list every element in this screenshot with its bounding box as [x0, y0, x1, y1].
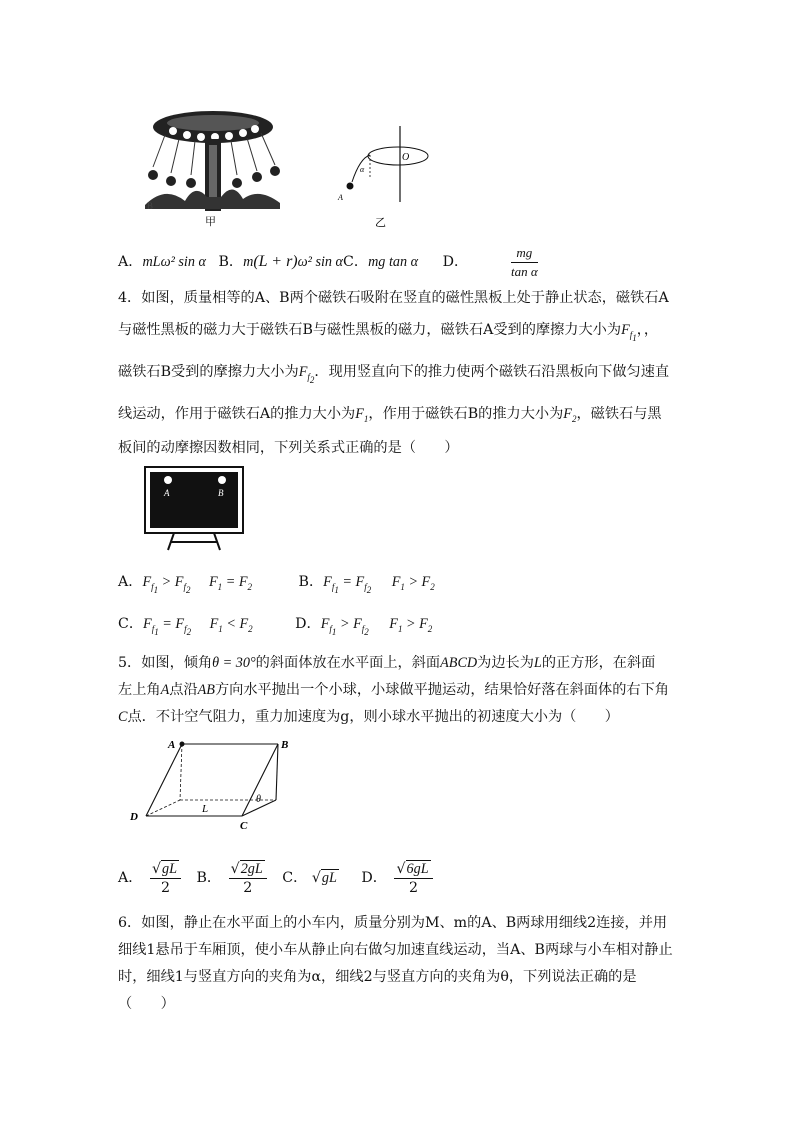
- q6-line-4: （ ）: [118, 996, 175, 1012]
- figure-conical-pendulum: [330, 122, 440, 232]
- q3-options: [118, 252, 468, 272]
- q5-line-1c: 为边长为: [477, 655, 534, 671]
- q5-line-2c: 方向水平抛出一个小球，小球做平抛运动，结果恰好落在斜面体的右下角: [214, 682, 669, 698]
- q5-option-b-radicand: 2gL: [240, 860, 263, 877]
- q5-line-3a: 点．不计空气阻力，重力加速度为g，则小球水平抛出的初速度大小为（ ）: [127, 709, 619, 725]
- q5-line-2a: 左上角: [118, 682, 161, 698]
- q3-option-b-label: B．: [218, 254, 244, 270]
- q3-option-d-num: mg: [511, 244, 538, 263]
- q5-line-3: [118, 707, 619, 727]
- fig-jia-caption: 甲: [205, 216, 216, 228]
- q3-option-c-expr: mg tan α: [368, 254, 419, 270]
- fig-yi-label-A: A: [338, 193, 343, 202]
- incline-label-B: B: [281, 739, 289, 751]
- q5-option-b-label: B．: [196, 870, 222, 886]
- q3-option-d-den: tan α: [511, 264, 538, 279]
- figure-swing-ride: [135, 105, 285, 230]
- q4-options-row-2: C．$F_{f_1} = F_{f_2}$ $F_1 < F_2$ D．$F_{f_1} > F_{f_2}$ $F_1 > F_2$: [118, 616, 433, 637]
- q5-AB: AB: [197, 682, 215, 698]
- incline-label-theta: θ: [256, 794, 261, 805]
- q4-line-4: 线运动，作用于磁铁石A的推力大小为$F_1$，作用于磁铁石B的推力大小为$F_2$，磁铁石与黑: [118, 406, 662, 424]
- q4-line-2b: ，，: [636, 322, 659, 338]
- q4-line-3: 磁铁石B受到的摩擦力大小为$F_{f_2}$．现用竖直向下的推力使两个磁铁石沿黑板向下做匀速直: [118, 364, 670, 385]
- q5-line-2: [118, 680, 669, 700]
- q4-option-b-label: B．: [298, 574, 324, 590]
- q5-C: C: [118, 709, 128, 725]
- incline-label-D: D: [130, 811, 138, 823]
- q4-line-4c: ，磁铁石与黑: [576, 406, 662, 422]
- q5-option-c-label: C．: [282, 870, 308, 886]
- figure-incline: [126, 736, 296, 832]
- q4-options-row-1: A．$F_{f_1} > F_{f_2}$ $F_1 = F_2$ B．$F_{f_1} = F_{f_2}$ $F_1 > F_2$: [118, 574, 435, 595]
- q5-A: A: [160, 682, 170, 698]
- q5-L: L: [533, 655, 542, 671]
- fig-jia-letter-B: B: [147, 201, 154, 211]
- q5-theta: θ = 30°: [212, 655, 256, 671]
- q4-line-1: 4．如图，质量相等的A、B两个磁铁石吸附在竖直的磁性黑板上处于静止状态，磁铁石A: [118, 290, 669, 306]
- q5-line-1b: 的斜面体放在水平面上，斜面: [255, 655, 441, 671]
- q4-line-4b: ，作用于磁铁石B的推力大小为: [368, 406, 564, 422]
- q5-option-d-label: D．: [361, 870, 387, 886]
- q4-option-a-label: A．: [118, 574, 143, 590]
- q3-option-a-expr: mLω² sin α: [142, 254, 206, 270]
- q5-option-d-radicand: 6gL: [406, 860, 429, 877]
- incline-label-A: A: [168, 739, 176, 751]
- q3-option-d-fraction: [511, 244, 538, 281]
- q4-line-3a: 磁铁石B受到的摩擦力大小为: [118, 364, 299, 380]
- q3-option-b-post: ω² sin α: [297, 254, 344, 270]
- q5-option-a-label: A．: [118, 870, 143, 886]
- q5-line-1a: 5．如图，倾角: [118, 655, 213, 671]
- q5-line-2b: 点沿: [169, 682, 198, 698]
- q3-option-c-label: C．: [343, 254, 369, 270]
- figure-blackboard: [144, 466, 244, 554]
- q3-option-b-m: m: [243, 254, 254, 270]
- q4-line-5: 板间的动摩擦因数相同，下列关系式正确的是（ ）: [118, 440, 459, 456]
- incline-label-L: L: [202, 803, 209, 815]
- q5-line-1d: 的正方形，在斜面: [541, 655, 656, 671]
- q4-option-d-label: D．: [295, 616, 321, 632]
- blackboard-label-A: A: [164, 488, 170, 498]
- q4-line-3b: ．现用竖直向下的推力使两个磁铁石沿黑板向下做匀速直: [314, 364, 670, 380]
- fig-yi-label-O: O: [402, 152, 410, 163]
- fig-yi-label-alpha: α: [360, 165, 365, 174]
- q6-line-3: 时，细线1与竖直方向的夹角为α，细线2与竖直方向的夹角为θ，下列说法正确的是: [118, 969, 637, 985]
- q4-option-c-label: C．: [118, 616, 144, 632]
- q4-line-2: 与磁性黑板的磁力大于磁铁石B与磁性黑板的磁力，磁铁石A受到的摩擦力大小为$F_{f_1}$，，: [118, 322, 659, 343]
- q5-option-a-den: 2: [160, 879, 170, 896]
- q3-option-b-paren: (L + r): [253, 253, 298, 270]
- q5-option-a-radicand: gL: [162, 860, 177, 877]
- blackboard-label-B: B: [218, 488, 224, 498]
- q5-option-c-radicand: gL: [321, 870, 337, 886]
- q4-line-2a: 与磁性黑板的磁力大于磁铁石B与磁性黑板的磁力，磁铁石A受到的摩擦力大小为: [118, 322, 622, 338]
- q6-line-2: 细线1悬吊于车厢顶，使小车从静止向右做匀加速直线运动，当A、B两球与小车相对静止: [118, 942, 673, 958]
- q6-line-1: 6．如图，静止在水平面上的小车内，质量分别为M、m的A、B两球用细线2连接，并用: [118, 915, 668, 931]
- q5-line-1: [118, 653, 655, 673]
- q5-options: A． $\frac{√gL}{2}$ B． $\frac{√2gL}{2}$ C． √gL D． $\frac{√6gL}{2}$: [118, 858, 436, 902]
- incline-label-C: C: [240, 820, 248, 832]
- q3-option-a-label: A．: [118, 254, 143, 270]
- q5-option-b-den: 2: [243, 879, 253, 896]
- q5-option-d-den: 2: [409, 879, 419, 896]
- q4-line-4a: 线运动，作用于磁铁石A的推力大小为: [118, 406, 356, 422]
- fig-yi-caption: 乙: [375, 217, 386, 229]
- q3-option-d-label: D．: [442, 254, 469, 270]
- q5-abcd: ABCD: [440, 655, 478, 671]
